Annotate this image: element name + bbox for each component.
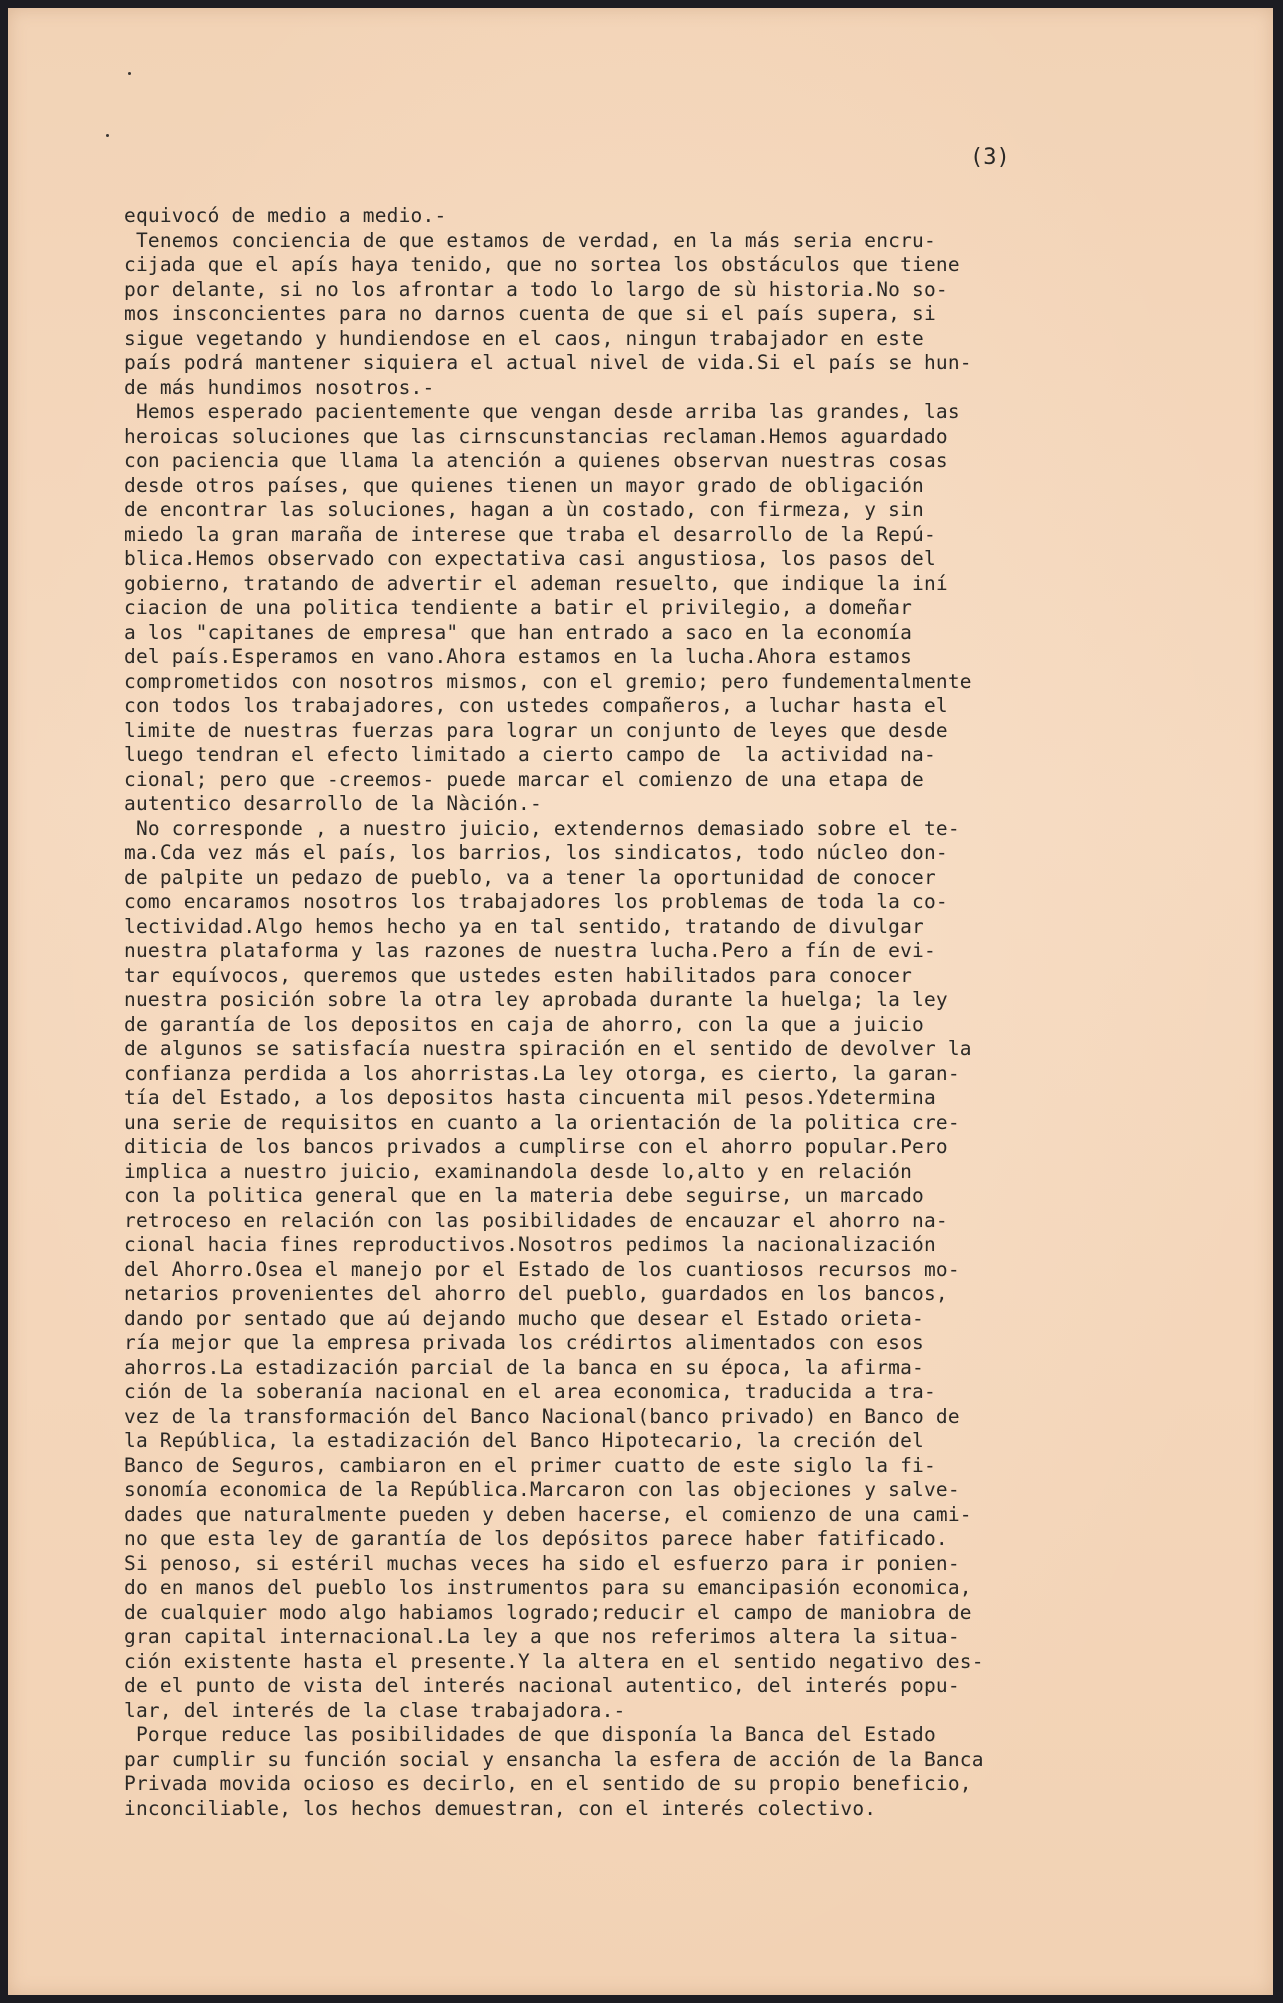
text-line: ahorros.La estadización parcial de la banca en su época, la afirma- (124, 1355, 924, 1379)
text-line: de encontrar las soluciones, hagan a ùn costado, con firmeza, y sin (124, 498, 924, 521)
text-line: ción de la soberanía nacional en el area economica, traducida a tra- (124, 1380, 936, 1403)
typed-body-text (124, 204, 1174, 1821)
text-line: tía del Estado, a los depositos hasta cincuenta mil pesos.Ydetermina (124, 1086, 936, 1109)
text-line: Hemos esperado pacientemente que vengan desde arriba las grandes, las (124, 400, 960, 423)
text-line: luego tendran el efecto limitado a cierto campo de la actividad na- (124, 743, 936, 766)
text-line: cijada que el apís haya tenido, que no sortea los obstáculos que tiene (124, 253, 960, 276)
text-line: de el punto de vista del interés nacional autentico, del interés popu- (124, 1674, 960, 1697)
text-line: a los "capitanes de empresa" que han entrado a saco en la economía (124, 620, 913, 644)
text-line: gobierno, tratando de advertir el ademan resuelto, que indique la iní (124, 571, 948, 595)
ink-speck (106, 134, 109, 137)
text-line: desde otros países, que quienes tienen un mayor grado de obligación (124, 473, 924, 497)
text-line: equivocó de medio a medio.- (124, 204, 447, 227)
text-line: par cumplir su función social y ensancha la esfera de acción de la Banca (124, 1747, 984, 1771)
text-line: blica.Hemos observado con expectativa casi angustiosa, los pasos del (124, 547, 936, 570)
text-line: Tenemos conciencia de que estamos de verdad, en la más seria encru- (124, 228, 936, 252)
text-line: no que esta ley de garantía de los depósitos parece haber fatificado. (124, 1527, 948, 1550)
text-line: ma.Cda vez más el país, los barrios, los sindicatos, todo núcleo don- (124, 841, 948, 864)
text-line: ciacion de una politica tendiente a batir el privilegio, a domeñar (124, 596, 913, 619)
text-line: de cualquier modo algo habiamos logrado;reducir el campo de maniobra de (124, 1600, 972, 1624)
text-line: una serie de requisitos en cuanto a la orientación de la politica cre- (124, 1110, 960, 1134)
text-line: de palpite un pedazo de pueblo, va a tener la oportunidad de conocer (124, 865, 936, 889)
text-line: con todos los trabajadores, con ustedes compañeros, a luchar hasta el (124, 694, 948, 717)
text-line: sonomía economica de la República.Marcaron con las objeciones y salve- (124, 1478, 960, 1501)
text-line: vez de la transformación del Banco Nacional(banco privado) en Banco de (124, 1404, 960, 1428)
text-line: Si penoso, si estéril muchas veces ha sido el esfuerzo para ir ponien- (124, 1551, 960, 1575)
text-line: mos insconcientes para no darnos cuenta de que si el país supera, si (124, 302, 936, 325)
text-line: nuestra posición sobre la otra ley aprobada durante la huelga; la ley (124, 988, 948, 1011)
text-line: implica a nuestro juicio, examinandola desde lo,alto y en relación (124, 1159, 913, 1183)
text-line: Banco de Seguros, cambiaron en el primer cuatto de este siglo la fi- (124, 1453, 936, 1477)
text-line: ción existente hasta el presente.Y la altera en el sentido negativo des- (124, 1649, 984, 1673)
text-line: do en manos del pueblo los instrumentos para su emancipasión economica, (124, 1576, 972, 1599)
text-line: inconciliable, los hechos demuestran, con el interés colectivo. (124, 1796, 877, 1820)
text-line: de más hundimos nosotros.- (124, 375, 435, 399)
text-line: la República, la estadización del Banco Hipotecario, la creción del (124, 1429, 924, 1452)
text-line: lectividad.Algo hemos hecho ya en tal sentido, tratando de divulgar (124, 914, 924, 938)
text-line: por delante, si no los afrontar a todo lo largo de sù historia.No so- (124, 277, 948, 301)
text-line: No corresponde , a nuestro juicio, extendernos demasiado sobre el te- (124, 816, 960, 840)
text-line: limite de nuestras fuerzas para lograr un conjunto de leyes que desde (124, 718, 948, 742)
text-line: tar equívocos, queremos que ustedes esten habilitados para conocer (124, 963, 913, 987)
text-line: con paciencia que llama la atención a quienes observan nuestras cosas (124, 449, 948, 472)
text-line: Porque reduce las posibilidades de que disponía la Banca del Estado (124, 1723, 936, 1746)
ink-speck (128, 72, 131, 75)
text-line: cional; pero que -creemos- puede marcar el comienzo de una etapa de (124, 767, 924, 791)
text-line: con la politica general que en la materia debe seguirse, un marcado (124, 1184, 924, 1207)
text-line: nuestra plataforma y las razones de nuestra lucha.Pero a fín de evi- (124, 939, 936, 962)
text-line: cional hacia fines reproductivos.Nosotros pedimos la nacionalización (124, 1233, 936, 1256)
document-page (8, 8, 1273, 1995)
text-line: como encaramos nosotros los trabajadores los problemas de toda la co- (124, 890, 948, 913)
text-line: ría mejor que la empresa privada los crédirtos alimentados con esos (124, 1331, 924, 1354)
text-line: diticia de los bancos privados a cumplirse con el ahorro popular.Pero (124, 1135, 948, 1158)
text-line: de garantía de los depositos en caja de ahorro, con la que a juicio (124, 1012, 924, 1036)
text-line: netarios provenientes del ahorro del pueblo, guardados en los bancos, (124, 1282, 948, 1305)
text-line: del Ahorro.Osea el manejo por el Estado de los cuantiosos recursos mo- (124, 1257, 960, 1281)
text-line: dando por sentado que aú dejando mucho que desear el Estado orieta- (124, 1306, 924, 1330)
text-line: retroceso en relación con las posibilidades de encauzar el ahorro na- (124, 1208, 948, 1232)
text-line: del país.Esperamos en vano.Ahora estamos en la lucha.Ahora estamos (124, 645, 913, 668)
text-line: sigue vegetando y hundiendose en el caos, ningun trabajador en este (124, 326, 924, 350)
text-line: comprometidos con nosotros mismos, con el gremio; pero fundementalmente (124, 669, 972, 693)
text-line: dades que naturalmente pueden y deben hacerse, el comienzo de una cami- (124, 1502, 972, 1526)
text-line: gran capital internacional.La ley a que nos referimos altera la situa- (124, 1625, 960, 1648)
text-line: Privada movida ocioso es decirlo, en el sentido de su propio beneficio, (124, 1772, 972, 1795)
text-line: de algunos se satisfacía nuestra spiración en el sentido de devolver la (124, 1037, 972, 1060)
text-line: autentico desarrollo de la Nàción.- (124, 792, 542, 815)
text-line: miedo la gran maraña de interese que traba el desarrollo de la Repú- (124, 522, 936, 546)
page-number: (3) (970, 145, 1010, 170)
text-line: confianza perdida a los ahorristas.La ley otorga, es cierto, la garan- (124, 1061, 960, 1085)
text-line: heroicas soluciones que las cirnscunstancias reclaman.Hemos aguardado (124, 424, 948, 448)
text-line: país podrá mantener siquiera el actual nivel de vida.Si el país se hun- (124, 351, 972, 374)
text-line: lar, del interés de la clase trabajadora.- (124, 1698, 626, 1722)
